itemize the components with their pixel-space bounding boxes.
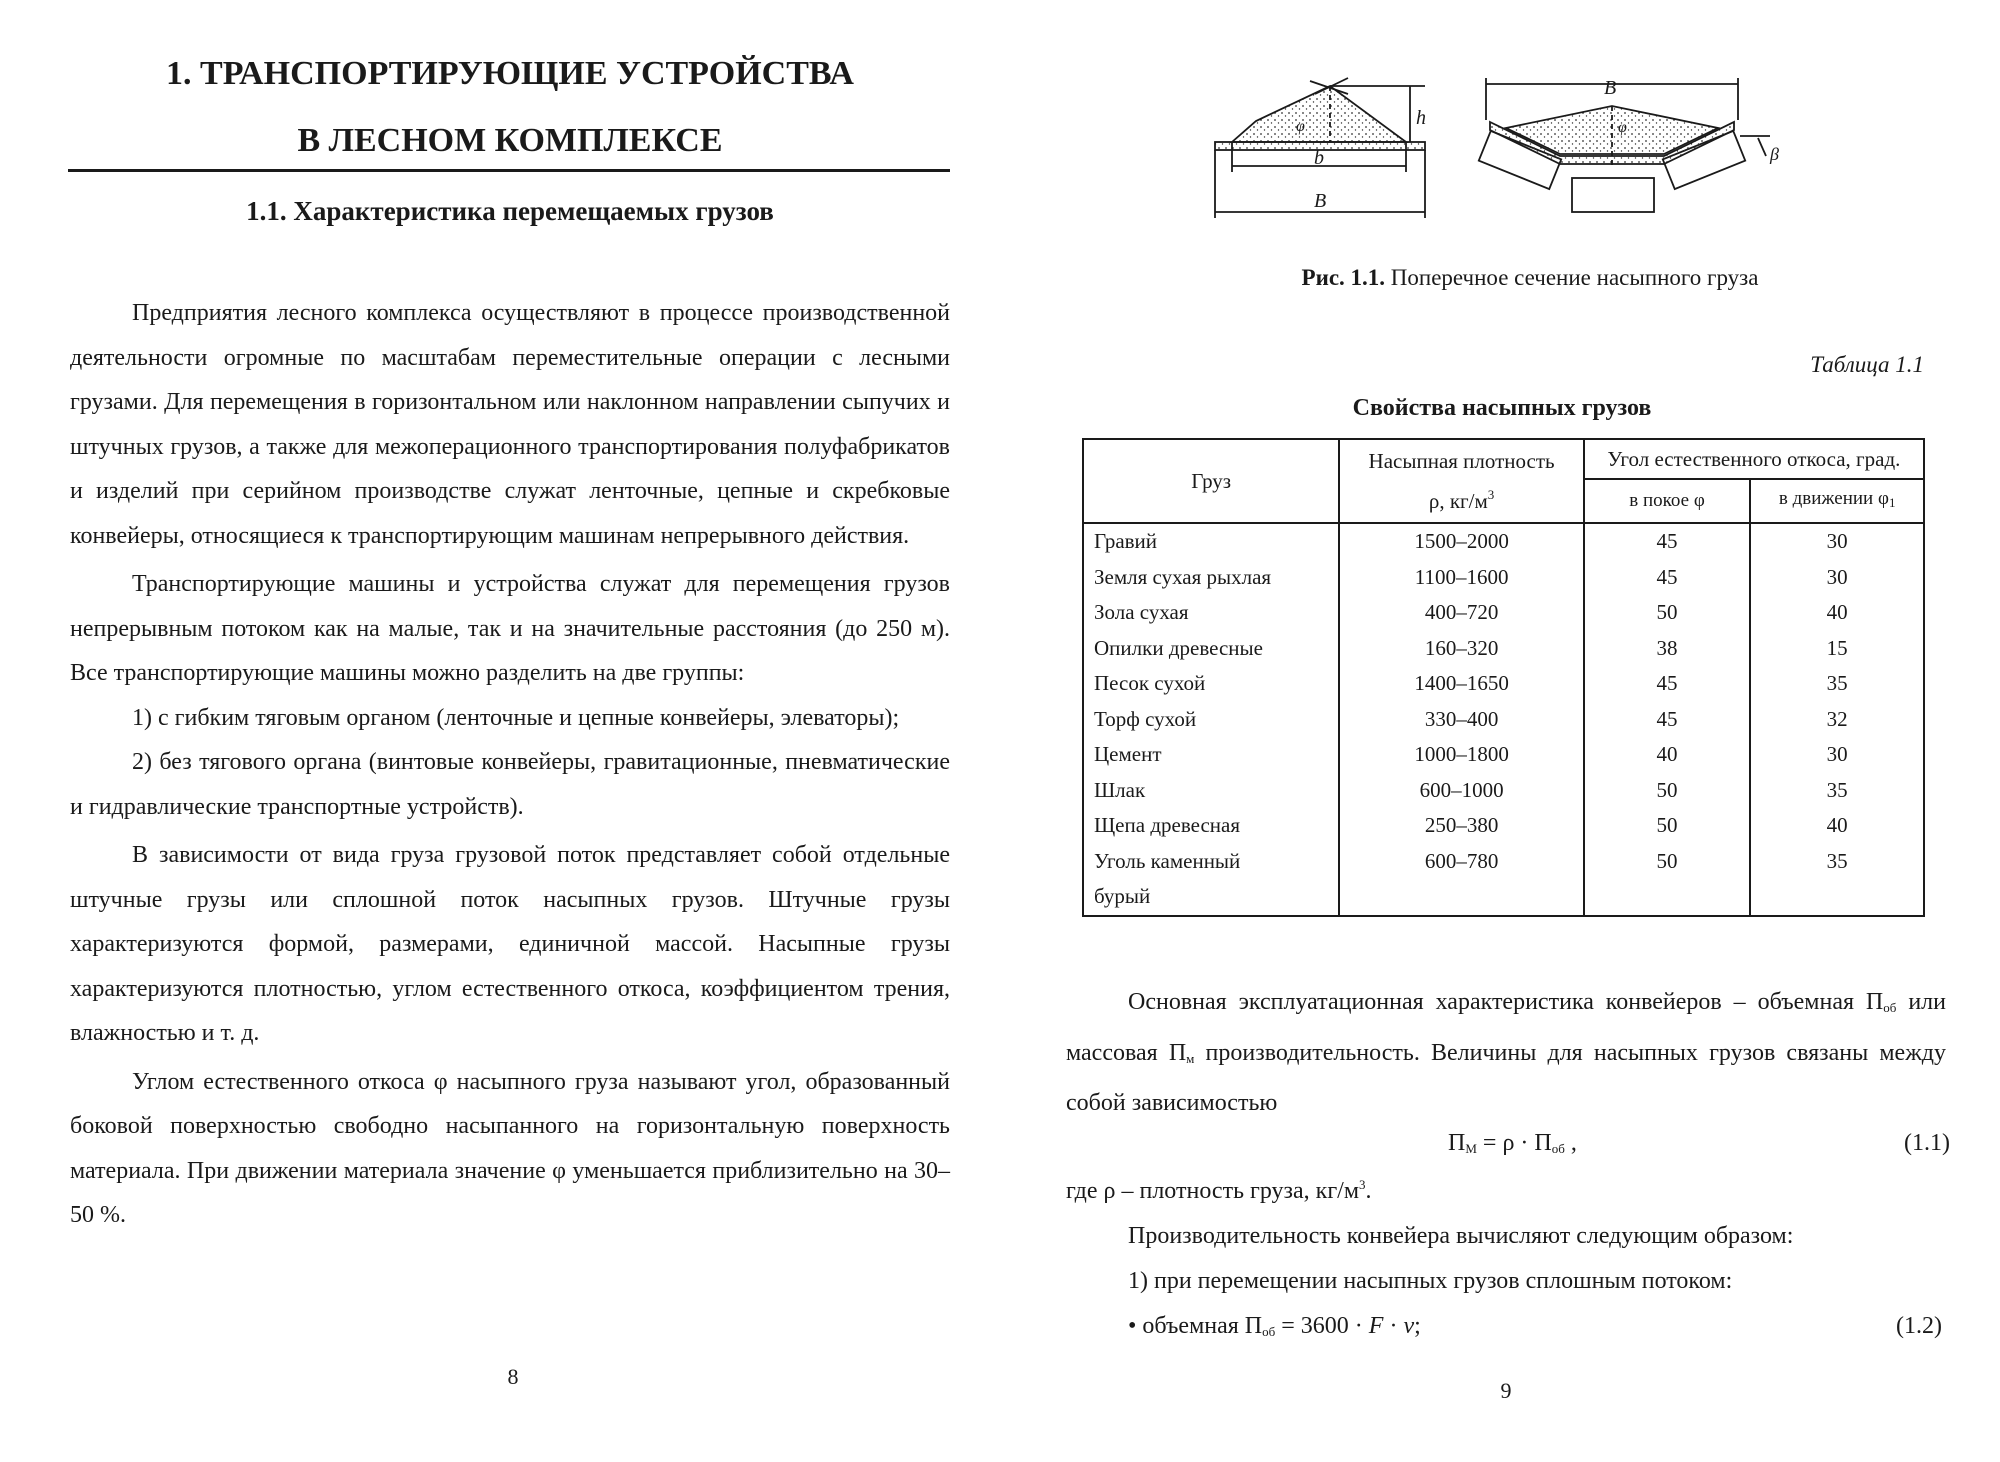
- cell-density: 1500–2000: [1339, 523, 1583, 560]
- table-row: [1083, 844, 1924, 880]
- eq2-part-c: ·: [1383, 1313, 1404, 1339]
- label-beta: β: [1770, 144, 1779, 164]
- eq1-sub-ob: об: [1551, 1141, 1565, 1156]
- cell-in-motion: 35: [1750, 773, 1924, 809]
- eq2-sub-ob: об: [1262, 1324, 1276, 1339]
- eq1-part-c: ,: [1564, 1130, 1577, 1156]
- cell-in-motion: 35: [1750, 666, 1924, 702]
- figure-caption-text: Поперечное сечение насыпного груза: [1385, 265, 1759, 290]
- p1-sub-ob: об: [1883, 1000, 1897, 1015]
- eq2-part-a: • объемная П: [1128, 1313, 1263, 1339]
- p1-part-c: производительность. Величины для насыпных грузов связаны между собой зависимостью: [1066, 1039, 1946, 1116]
- table-row: [1083, 523, 1924, 560]
- where-part-a: где ρ – плотность груза, кг/м: [1066, 1178, 1360, 1204]
- cell-at-rest: 38: [1584, 631, 1751, 667]
- table-row: [1083, 773, 1924, 809]
- table-row: [1083, 808, 1924, 844]
- chapter-title-line-1: 1. ТРАНСПОРТИРУЮЩИЕ УСТРОЙСТВА: [166, 55, 854, 92]
- header-density: [1339, 439, 1583, 523]
- header-density-line1: Насыпная плотность: [1368, 449, 1555, 473]
- eq1-part-a: П: [1448, 1130, 1466, 1156]
- cell-at-rest: 45: [1584, 666, 1751, 702]
- cell-density: 160–320: [1339, 631, 1583, 667]
- header-density-line2: ρ, кг/м: [1428, 489, 1488, 513]
- cell-density: 1000–1800: [1339, 737, 1583, 773]
- cell-at-rest: 45: [1584, 560, 1751, 596]
- cargo-pile: [1232, 86, 1406, 142]
- cell-density: 330–400: [1339, 702, 1583, 738]
- cell-cargo: Гравий: [1083, 523, 1339, 560]
- table-row: [1083, 702, 1924, 738]
- cell-at-rest: 50: [1584, 808, 1751, 844]
- table-row: [1083, 631, 1924, 667]
- table-row: [1083, 737, 1924, 773]
- paragraph: Предприятия лесного комплекса осуществляют в процессе производственной деятельности огромные по масштабам переместительные операции с лесными грузами. Для перемещения в горизонтальном или наклонном направлении сыпучих и штучных грузов, а также для межоперационного транспортирования полуфабрикатов и изделий при серийном производстве служат ленточные, цепные и скребковые конвейеры, относящиеся к транспортирующим машинам непрерывного действия.: [70, 300, 950, 549]
- eq2-part-b: = 3600 ·: [1275, 1313, 1369, 1339]
- equation-1-2-number: (1.2): [1896, 1313, 1942, 1339]
- cell-cargo: Торф сухой: [1083, 702, 1339, 738]
- eq2-F: F: [1368, 1313, 1384, 1339]
- cell-cargo: Зола сухая: [1083, 595, 1339, 631]
- cell-cargo: Песок сухой: [1083, 666, 1339, 702]
- cell-in-motion: [1750, 879, 1924, 916]
- cell-cargo: Шлак: [1083, 773, 1339, 809]
- cell-at-rest: 45: [1584, 702, 1751, 738]
- p1-sub-m: м: [1186, 1050, 1195, 1066]
- paragraph: Углом естественного откоса φ насыпного груза называют угол, образованный боковой поверхностью свободно насыпанного на горизонтальную поверхность материала. При движении материала значение φ уменьшается приблизительно на 30–50 %.: [70, 1068, 950, 1228]
- cell-in-motion: 30: [1750, 737, 1924, 773]
- p1-part-b: или массовая П: [1066, 989, 1947, 1066]
- table-row: [1083, 560, 1924, 596]
- header-angle: Угол естественного откоса, град.: [1584, 439, 1924, 479]
- cell-in-motion: 32: [1750, 702, 1924, 738]
- right-paragraph-3: 1) при перемещении насыпных грузов сплошным потоком:: [1128, 1268, 1733, 1294]
- cell-density: 1400–1650: [1339, 666, 1583, 702]
- label-phi: φ: [1296, 118, 1305, 135]
- page-number-right: 9: [1500, 1378, 1512, 1403]
- header-in-motion-text: в движении φ: [1778, 488, 1889, 509]
- header-in-motion-sub: 1: [1888, 495, 1896, 510]
- label-B-right: B: [1604, 77, 1617, 99]
- label-h: h: [1416, 107, 1426, 129]
- title-divider: [68, 169, 950, 172]
- p1-part-a: Основная эксплуатационная характеристика конвейеров – объемная П: [1128, 989, 1884, 1015]
- cell-in-motion: 15: [1750, 631, 1924, 667]
- label-b: b: [1314, 147, 1324, 169]
- header-density-sup: 3: [1487, 487, 1495, 502]
- label-phi-right: φ: [1618, 119, 1627, 136]
- cell-cargo: Цемент: [1083, 737, 1339, 773]
- cell-cargo: Опилки древесные: [1083, 631, 1339, 667]
- cell-at-rest: 40: [1584, 737, 1751, 773]
- equation-1-1-number: (1.1): [1904, 1130, 1950, 1156]
- list-item: 1) с гибким тяговым органом (ленточные и цепные конвейеры, элеваторы);: [132, 704, 900, 731]
- cell-at-rest: 50: [1584, 844, 1751, 880]
- page-number-left: 8: [507, 1364, 519, 1389]
- cell-cargo: бурый: [1083, 879, 1339, 916]
- cross-section-figure: [1210, 76, 1980, 242]
- cell-in-motion: 40: [1750, 808, 1924, 844]
- beta-arc: [1758, 138, 1766, 156]
- chapter-title-line-2: В ЛЕСНОМ КОМПЛЕКСЕ: [297, 122, 723, 159]
- cell-in-motion: 35: [1750, 844, 1924, 880]
- eq1-sub-m: М: [1465, 1141, 1477, 1156]
- eq2-v: v: [1403, 1313, 1415, 1339]
- properties-table: [1082, 438, 1925, 917]
- where-line: [1066, 1177, 1372, 1205]
- cell-cargo: Уголь каменный: [1083, 844, 1339, 880]
- cell-in-motion: 30: [1750, 523, 1924, 560]
- cell-density: 1100–1600: [1339, 560, 1583, 596]
- where-sup: 3: [1359, 1177, 1366, 1192]
- cell-at-rest: 50: [1584, 773, 1751, 809]
- right-paragraph-1: [1066, 980, 1946, 1126]
- table-label: Таблица 1.1: [1810, 352, 1924, 377]
- header-in-motion: [1750, 479, 1924, 523]
- cell-cargo: Земля сухая рыхлая: [1083, 560, 1339, 596]
- header-at-rest: в покое φ: [1584, 479, 1751, 523]
- cell-density: 600–780: [1339, 844, 1583, 880]
- paragraph: Транспортирующие машины и устройства служат для перемещения грузов непрерывным потоком как на малые, так и на значительные расстояния (до 250 м). Все транспортирующие машины можно разделить на две группы:: [70, 571, 950, 686]
- cell-density: 600–1000: [1339, 773, 1583, 809]
- right-paragraph-2: Производительность конвейера вычисляют следующим образом:: [1128, 1223, 1794, 1249]
- right-page: [1000, 0, 2000, 1462]
- cell-in-motion: 30: [1750, 560, 1924, 596]
- eq2-part-d: ;: [1414, 1313, 1421, 1339]
- cell-at-rest: 45: [1584, 523, 1751, 560]
- cell-density: [1339, 879, 1583, 916]
- label-B-left: B: [1314, 190, 1327, 212]
- chapter-title: [70, 40, 950, 174]
- cell-at-rest: [1584, 879, 1751, 916]
- table-row: [1083, 666, 1924, 702]
- figure-caption-number: Рис. 1.1.: [1301, 265, 1386, 290]
- figure-caption: [1080, 265, 1980, 291]
- header-cargo: Груз: [1083, 439, 1339, 523]
- table-body: [1083, 523, 1924, 916]
- cell-at-rest: 50: [1584, 595, 1751, 631]
- cell-cargo: Щепа древесная: [1083, 808, 1339, 844]
- roller-center: [1572, 178, 1654, 212]
- troughed-belt-diagram: [1479, 78, 1770, 212]
- table-row: [1083, 595, 1924, 631]
- cell-density: 400–720: [1339, 595, 1583, 631]
- cell-in-motion: 40: [1750, 595, 1924, 631]
- table-title: Свойства насыпных грузов: [1352, 395, 1652, 421]
- equation-1-2: [1128, 1313, 1421, 1340]
- left-body-text: [70, 291, 950, 1238]
- table-row: [1083, 879, 1924, 916]
- where-part-b: .: [1365, 1178, 1372, 1204]
- section-title: 1.1. Характеристика перемещаемых грузов: [246, 196, 774, 226]
- cell-density: 250–380: [1339, 808, 1583, 844]
- eq1-part-b: = ρ · П: [1476, 1130, 1552, 1156]
- paragraph: В зависимости от вида груза грузовой поток представляет собой отдельные штучные грузы или сплошной поток насыпных грузов. Штучные грузы характеризуются формой, размерами, единичной массой. Насыпные грузы характеризуются плотностью, углом естественного откоса, коэффициентом трения, влажностью и т. д.: [70, 842, 950, 1046]
- list-item: 2) без тягового органа (винтовые конвейеры, гравитационные, пневматические и гидравлические транспортные устройств).: [70, 749, 950, 820]
- equation-1-1: [1448, 1130, 1577, 1157]
